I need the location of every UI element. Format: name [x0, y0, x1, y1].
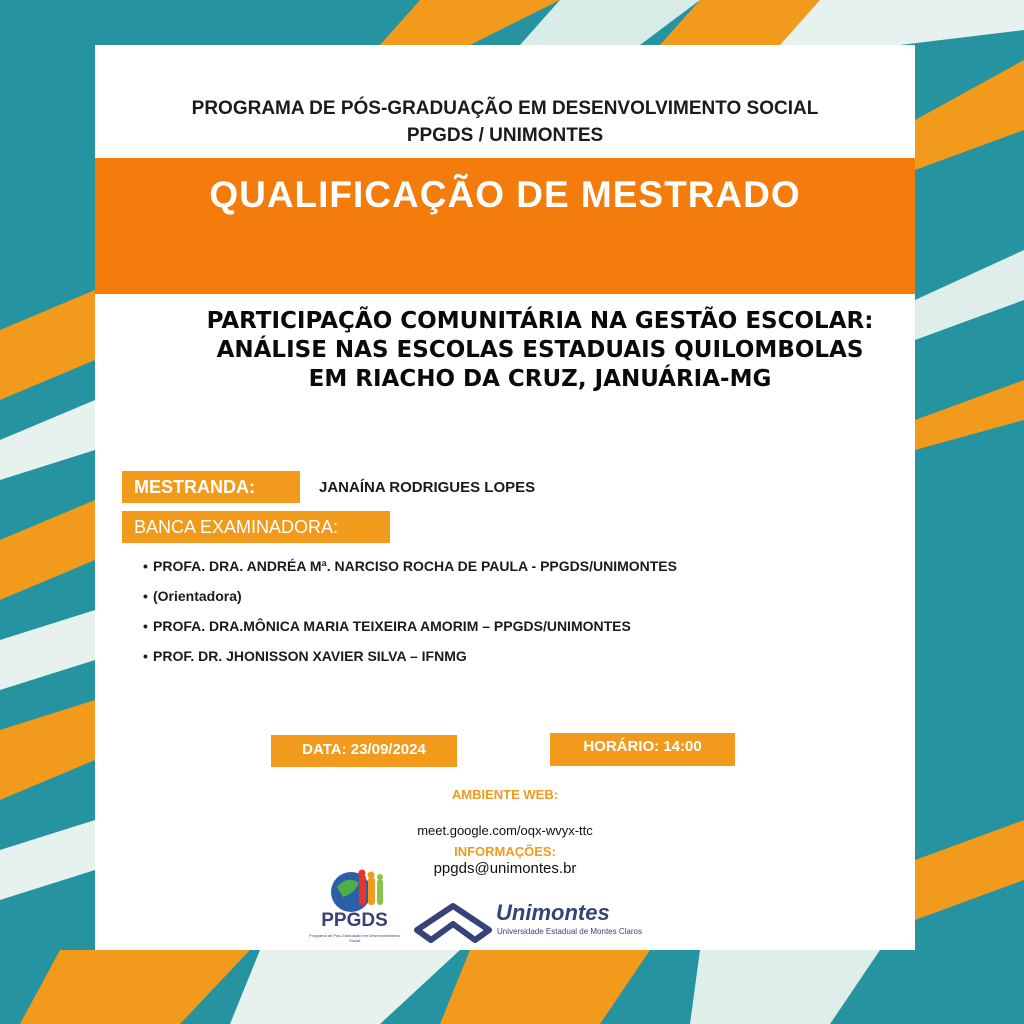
unimontes-logo — [413, 900, 643, 945]
program-name: PROGRAMA DE PÓS-GRADUAÇÃO EM DESENVOLVIMENTO SOCIAL — [191, 98, 819, 119]
ppgds-logo — [307, 867, 402, 949]
unimontes-subtitle: Universidade Estadual de Montes Claros — [497, 927, 642, 936]
title-band — [95, 158, 915, 294]
info-label: INFORMAÇÕES: — [454, 844, 556, 859]
program-header — [95, 95, 915, 149]
committee-member: • PROFA. DRA.MÔNICA MARIA TEIXEIRA AMORIM – PPGDS/UNIMONTES — [143, 611, 863, 641]
committee-label: BANCA EXAMINADORA: — [122, 511, 390, 543]
date-badge: DATA: 23/09/2024 — [271, 735, 457, 767]
ppgds-wordmark: PPGDS — [321, 910, 388, 931]
web-label: AMBIENTE WEB: — [451, 787, 559, 802]
event-title: QUALIFICAÇÃO DE MESTRADO — [209, 174, 801, 215]
program-acronym: PPGDS / UNIMONTES — [406, 125, 604, 146]
committee-member: • PROFA. DRA. ANDRÉA Mª. NARCISO ROCHA DE PAULA - PPGDS/UNIMONTES — [143, 551, 863, 581]
poster-card — [95, 45, 915, 950]
unimontes-emblem-icon — [413, 900, 493, 945]
ppgds-subtitle: Programa de Pós-Graduação em Desenvolvimento Social — [309, 933, 400, 943]
ppgds-emblem-icon — [307, 867, 402, 912]
time-badge: HORÁRIO: 14:00 — [550, 733, 735, 766]
student-name: JANAÍNA RODRIGUES LOPES — [319, 479, 536, 496]
meeting-link[interactable]: meet.google.com/oqx-wvyx-ttc — [417, 823, 593, 838]
thesis-title: PARTICIPAÇÃO COMUNITÁRIA NA GESTÃO ESCOLAR: ANÁLISE NAS ESCOLAS ESTADUAIS QUILOMBOLAS EM RIACHO DA CRUZ, JANUÁRIA-MG — [206, 308, 874, 392]
committee-member: • PROF. DR. JHONISSON XAVIER SILVA – IFNMG — [143, 641, 863, 671]
student-label: MESTRANDA: — [122, 471, 300, 503]
committee-list — [143, 551, 863, 671]
committee-member-note: • (Orientadora) — [143, 581, 863, 611]
unimontes-wordmark: Unimontes — [496, 900, 610, 925]
contact-email[interactable]: ppgds@unimontes.br — [433, 860, 577, 877]
